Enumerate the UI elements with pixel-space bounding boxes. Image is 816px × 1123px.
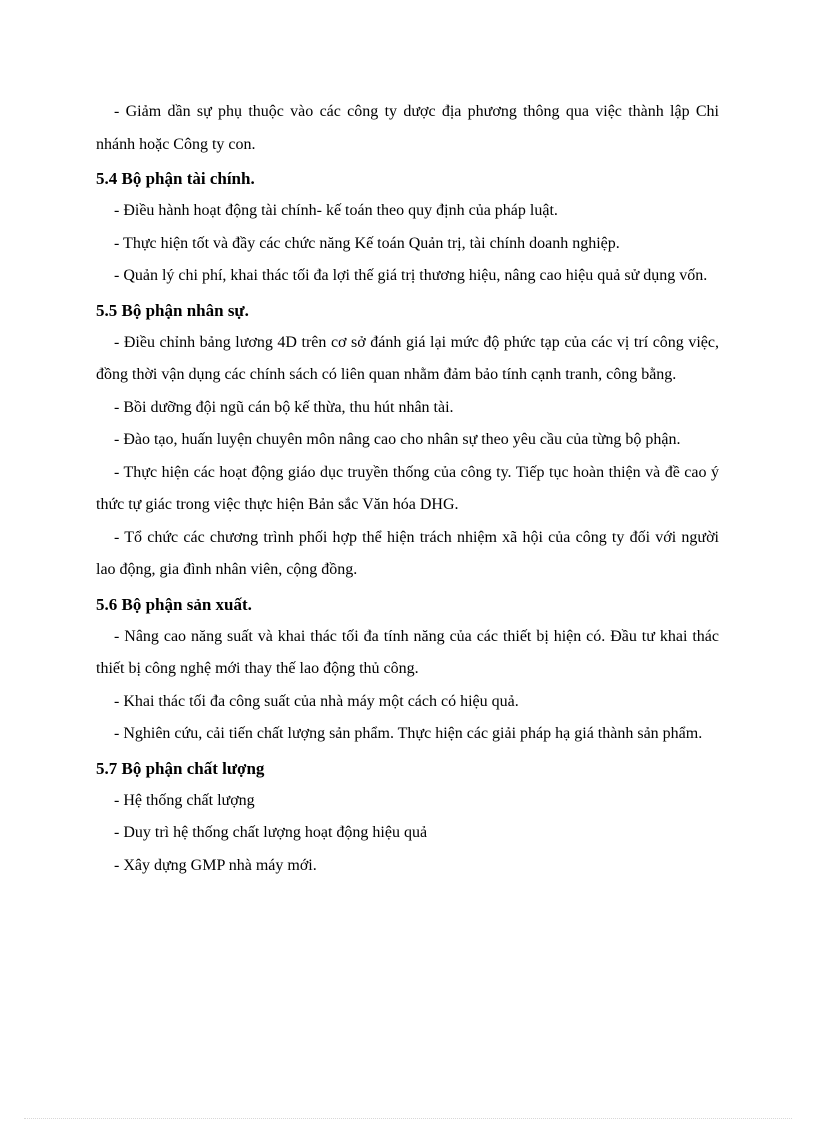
list-item: - Đào tạo, huấn luyện chuyên môn nâng cao cho nhân sự theo yêu cầu của từng bộ phận. [114,431,681,448]
list-item: - Duy trì hệ thống chất lượng hoạt động hiệu quả [114,824,428,841]
list-item: - Bồi dưỡng đội ngũ cán bộ kế thừa, thu hút nhân tài. [114,398,454,416]
section-production [96,587,719,751]
section-quality [96,751,719,883]
section-heading: 5.6 Bộ phận sản xuất. [96,594,252,614]
section-heading: 5.4 Bộ phận tài chính. [96,169,255,188]
document-page [96,96,719,882]
page-bottom-divider [24,1118,792,1119]
list-item: - Thực hiện các hoạt động giáo dục truyền thống của công ty. Tiếp tục hoàn thiện và đề cao ý thức tự giác trong việc thực hiện Bản sắc Văn hóa DHG. [96,463,719,513]
list-item: - Hệ thống chất lượng [114,791,255,809]
list-item: - Điều chỉnh bảng lương 4D trên cơ sở đánh giá lại mức độ phức tạp của các vị trí công việc, đồng thời vận dụng các chính sách có liên quan nhằm đảm bảo tính cạnh tranh, công bằng. [96,333,719,383]
list-item: - Thực hiện tốt và đầy các chức năng Kế toán Quản trị, tài chính doanh nghiệp. [114,234,620,252]
list-item: - Tổ chức các chương trình phối hợp thể hiện trách nhiệm xã hội của công ty đối với người lao động, gia đình nhân viên, cộng đồng. [96,528,719,578]
list-item: - Điều hành hoạt động tài chính- kế toán theo quy định của pháp luật. [114,202,558,219]
list-item: - Xây dựng GMP nhà máy mới. [114,856,317,874]
intro-paragraph: - Giảm dần sự phụ thuộc vào các công ty dược địa phương thông qua việc thành lập Chi nhánh hoặc Công ty con. [96,103,719,153]
list-item: - Quản lý chi phí, khai thác tối đa lợi thế giá trị thương hiệu, nâng cao hiệu quả sử dụng vốn. [114,267,708,284]
section-hr [96,293,719,587]
list-item: - Khai thác tối đa công suất của nhà máy một cách có hiệu quả. [114,692,519,710]
section-heading: 5.7 Bộ phận chất lượng [96,758,265,778]
list-item: - Nghiên cứu, cải tiến chất lượng sản phẩm. Thực hiện các giải pháp hạ giá thành sản phẩm. [114,725,703,742]
list-item: - Nâng cao năng suất và khai thác tối đa tính năng của các thiết bị hiện có. Đầu tư khai thác thiết bị công nghệ mới thay thế lao động thủ công. [96,627,719,677]
section-finance [96,161,719,293]
section-heading: 5.5 Bộ phận nhân sự. [96,300,249,320]
